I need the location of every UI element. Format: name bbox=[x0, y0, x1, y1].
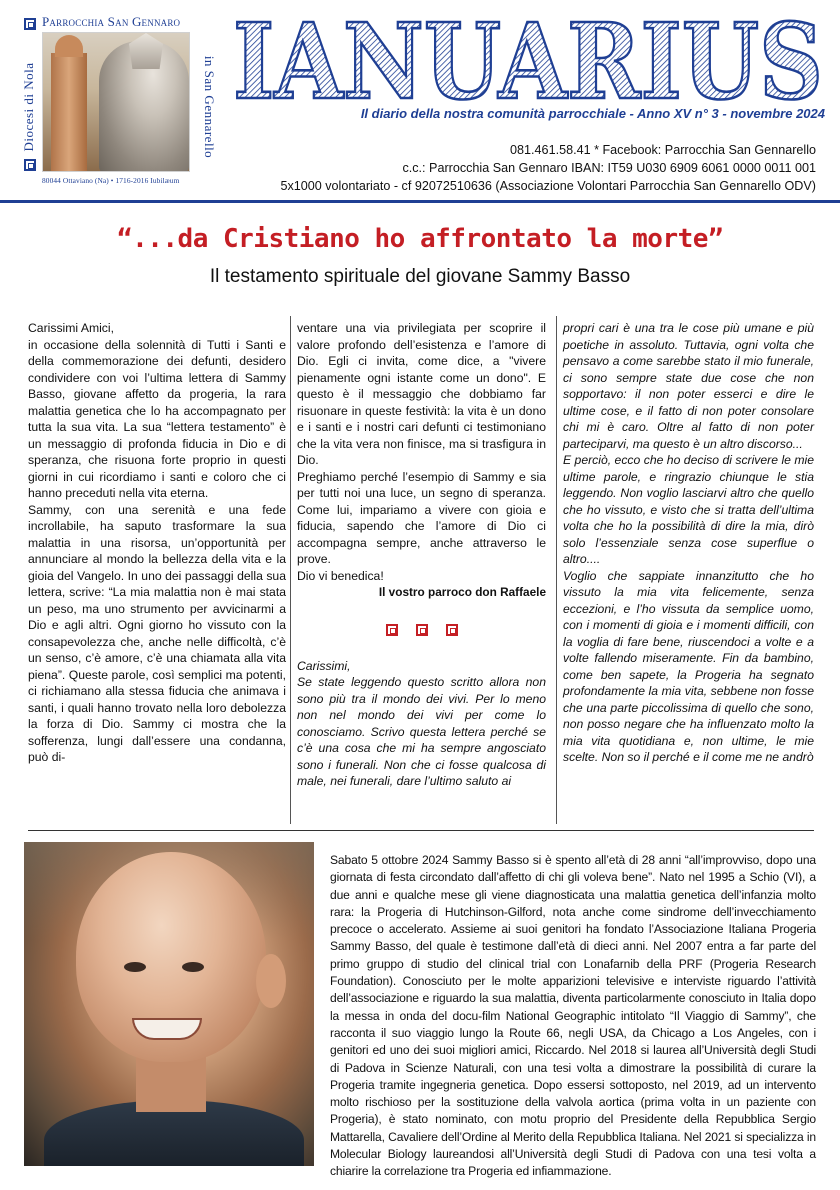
biography-text: Sabato 5 ottobre 2024 Sammy Basso si è spento all’età di 28 anni “all’improvviso, dopo una giornata di festa circondato dall’affetto di chi gli voleva bene”. Nato nel 1995 a Schio (VI), a due anni e qualche mese gli viene diagnosticata una malattia genetica dell’infanzia molto rara: la Progeria di Hutchinson-Gilford, nota anche come sindrome dell’invecchiamento precoce o accelerato. Assieme ai suoi genitori ha fondato l’Associazione Italiana Progeria Sammy Basso, del quale è testimone dall’età di dieci anni. Nel 2007 entra a far parte del primo gruppo di studio del clinical trial con Lonafarnib della PRF (Progeria Research Foundation). Conosciuto per le molte apparizioni televisive e interviste riguardo l’attività dell’associazione e riguardo la sua malattia, diventa particolarmente conosciuto in Italia dopo la messa in onda del docu-film National Geographic intitolato “Il Viaggio di Sammy”, che racconta il suo viaggio lungo la Route 66, negli USA, da Chicago a Los Angeles, con i genitori ed uno dei suoi migliori amici, Riccardo. Nel 2018 si laurea all’Università degli Studi di Padova in Scienze Naturali, con una tesi volta a dimostrare la possibilità di curare la Progeria tramite ingegneria genetica. Dopo essersi sottoposto, nel 2019, ad un intervento molto rischioso per la sostituzione della valvola aortica (prima volta in un paziente con Progeria), è stato nominato, con motu proprio del Presidente della Repubblica Sergio Mattarella, Cavaliere dell’Ordine al Merito della Repubblica Italiana. Nel 2021 si specializza in Molecular Biology laureandosi all’Università degli Studi di Padova con una tesi volta a chiarire la correlazione tra Progeria ed infiammazione. bbox=[330, 853, 816, 1179]
logo-parish-name: Parrocchia San Gennaro bbox=[42, 14, 181, 29]
article-column-2 bbox=[297, 320, 546, 790]
ornament-icon bbox=[416, 624, 428, 636]
column-divider bbox=[556, 316, 557, 824]
logo-diocese-name: Diocesi di Nola bbox=[21, 62, 36, 152]
ornament-icon bbox=[446, 624, 458, 636]
article-title: “...da Cristiano ho affrontato la morte” bbox=[116, 224, 724, 254]
section-divider bbox=[28, 830, 814, 831]
section-separator bbox=[297, 624, 546, 636]
contact-info bbox=[280, 141, 816, 195]
contact-5x1000: 5x1000 volontariato - cf 92072510636 (Associazione Volontari Parrocchia San Gennarello ODV) bbox=[280, 179, 816, 193]
column-divider bbox=[290, 316, 291, 824]
ornament-icon bbox=[386, 624, 398, 636]
article-column-3 bbox=[563, 320, 814, 766]
contact-phone-facebook: 081.461.58.41 * Facebook: Parrocchia San Gennarello bbox=[510, 143, 816, 157]
masthead-text: IANUARIUS bbox=[233, 10, 823, 106]
logo-church-statue-image bbox=[42, 32, 190, 172]
logo-place-name: in San Gennarello bbox=[202, 55, 217, 159]
letter-text-start: Carissimi, Se state leggendo questo scritto allora non sono più tra il mondo dei vivi. Per lo meno non nel mondo dei vivi per come lo conosciamo. Scrivo questa lettera perché se c’è una cosa che mi ha sempre angosciato sono i funerali. Non che ci fosse qualcosa di male, nei funerali, dare l’ultimo saluto ai bbox=[297, 658, 546, 788]
logo-ornament-icon bbox=[24, 18, 36, 30]
column-1-text: Carissimi Amici, in occasione della solennità di Tutti i Santi e della commemorazione dei defunti, desidero condividere con voi l’ultima lettera di Sammy Basso, giovane affetto da progeria, la rara malattia genetica che lo ha accompagnato per tutta la sua vita. La sua “lettera testamento” è un messaggio di profonda fiducia in Dio e di speranza, che risuona forte proprio in questi giorni in cui ricordiamo i santi e coloro che ci hanno preceduti nella vita eterna. Sammy, con una serenità e una fede incrollabile, ha saputo trasformare la sua malattia in una risorsa, un’opportunità per annunciare al mondo la bellezza della vita e la gioia del Vangelo. In uno dei passaggi della sua lettera, scrive: “La mia malattia non è mai stata un peso, ma uno strumento per avvicinarmi a Dio e agli altri. Ogni giorno ho vissuto con la consapevolezza che, anche nelle difficoltà, c’è un senso, c’è amore, c’è una chiamata alla vita piena”. Queste parole, così semplici ma potenti, ci richiamano alla stessa fiducia che animava i santi, i quali hanno trovato nella loro debolezza la forza di Dio. Sammy ci mostra che la sofferenza, lungi dall’essere una condanna, può di- bbox=[28, 321, 286, 764]
issue-subtitle: Il diario della nostra comunità parrocchiale - Anno XV n° 3 - novembre 2024 bbox=[360, 106, 825, 121]
parish-logo bbox=[20, 14, 217, 194]
sammy-basso-portrait-photo bbox=[24, 842, 314, 1166]
signature: Il vostro parroco don Raffaele bbox=[378, 585, 546, 599]
article-subtitle: Il testamento spirituale del giovane Sammy Basso bbox=[209, 266, 631, 287]
column-2-text: ventare una via privilegiata per scoprire il valore profondo dell’esistenza e l’amore di Dio. Egli ci invita, come dice, a "vivere pienamente ogni istante come un dono". E questo è il messaggio che dobbiamo far risuonare in queste festività: la vita è un dono e i santi e i nostri cari defunti ci testimoniano che la vita vera non finisce, ma si trasfigura in Dio. Preghiamo perché l’esempio di Sammy e sia per tutti noi una luce, un segno di speranza. Come lui, impariamo a vivere con gioia e fiducia, sapendo che l’amore di Dio ci accompagna sempre, anche attraverso le prove. Dio vi benedica! bbox=[297, 321, 546, 583]
masthead-title bbox=[230, 10, 826, 106]
article-column-1 bbox=[28, 320, 286, 766]
contact-iban: c.c.: Parrocchia San Gennaro IBAN: IT59 U030 6909 6061 0000 0011 001 bbox=[402, 161, 816, 175]
header-divider bbox=[0, 200, 840, 203]
letter-text-continued: propri cari è una tra le cose più umane e più poetiche in assoluto. Tuttavia, ogni volta che pensavo a come sarebbe stato il mio funerale, ci sono sempre state due cose che non sopportavo: il non poter esserci e dire le ultime cose, e il fatto di non poter consolare chi mi è caro. Oltre al fatto di non poter parteciparvi, ma questo è un altro discorso... E perciò, ecco che ho deciso di scrivere le mie ultime parole, e ringrazio chiunque le stia leggendo. Non voglio lasciarvi altro che quello che ho vissuto, e visto che si tratta dell’ultima volta che ho la possibilità di dire la mia, dirò solo l’essenziale senza cose superflue o altro.... Voglio che sappiate innanzitutto che ho vissuto la mia vita felicemente, senza eccezioni, e l’ho vissuta da semplice uomo, con i momenti di gioia e i momenti difficili, con la voglia di fare bene, riuscendoci a volte e a volte fallendo miseramente. Fin da bambino, come ben sapete, la Progeria ha segnato profondamente la mia vita, sebbene non fosse che una parte piccolissima di quello che sono, non posso negare che ha influenzato molto la mia vita quotidiana e, non ultime, le mie scelte. Non so il perché e il come me ne andrò bbox=[563, 321, 814, 764]
logo-address: 80044 Ottaviano (Na) • 1716-2016 Iubilæum bbox=[42, 176, 180, 185]
